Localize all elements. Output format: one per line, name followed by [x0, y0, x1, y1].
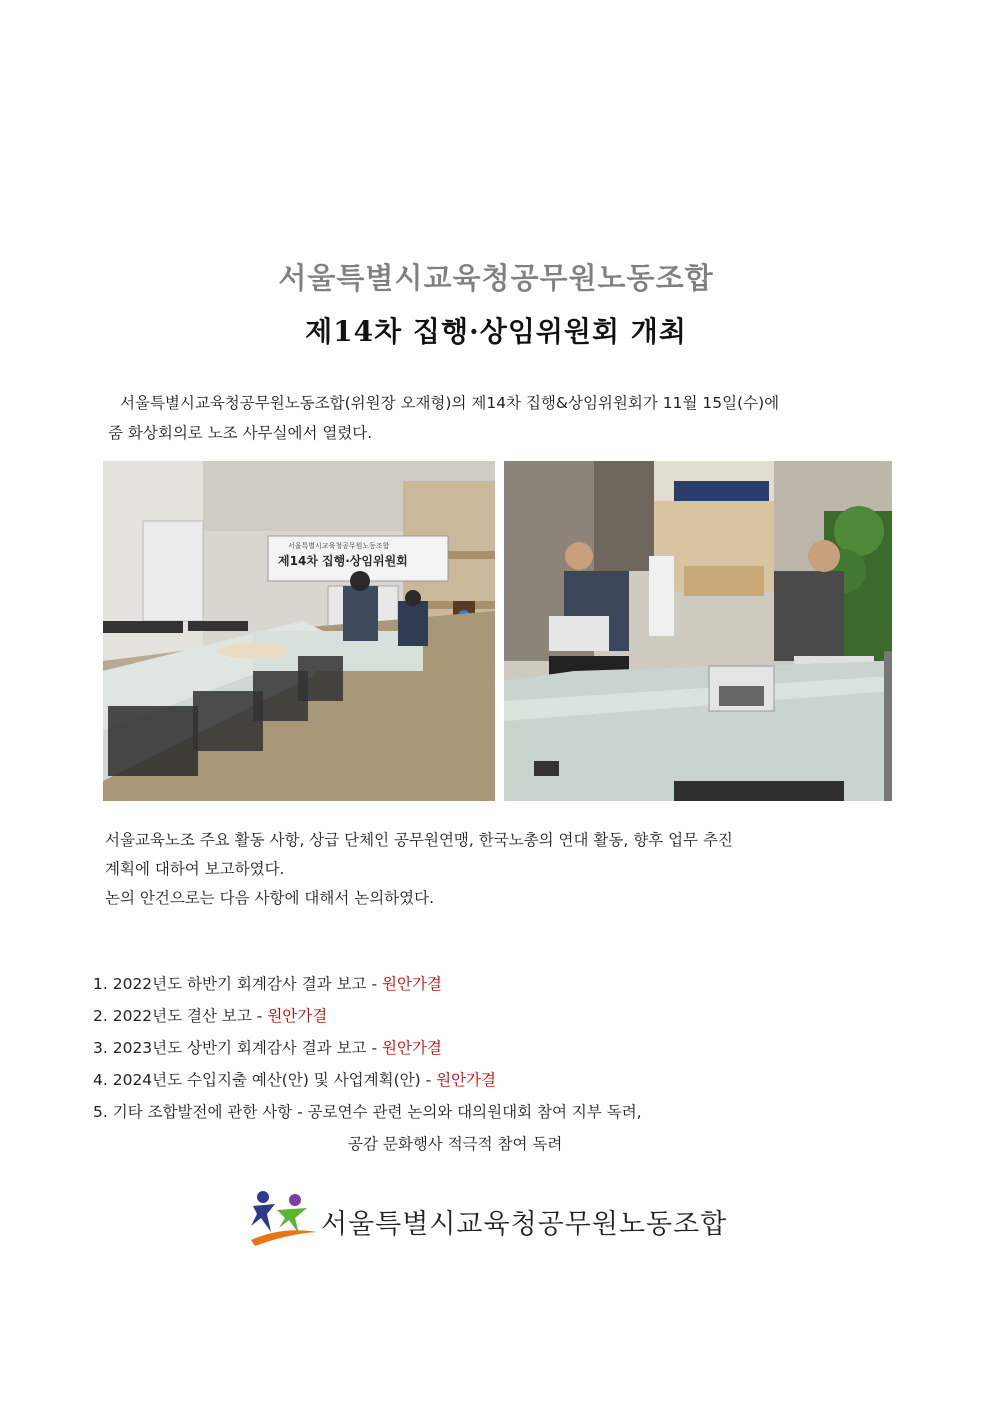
intro-paragraph — [108, 388, 898, 448]
summary-paragraph — [105, 826, 897, 913]
summary-line-1: 서울교육노조 주요 활동 사항, 상급 단체인 공무원연맹, 한국노총의 연대 활동, 향후 업무 추진 — [105, 831, 733, 849]
agenda-result: 원안가결 — [267, 1007, 328, 1025]
agenda-item: 2. 2022년도 결산 보고 - 원안가결 — [93, 1007, 328, 1025]
meeting-room-photo — [103, 461, 495, 801]
banner-org-text: 서울특별시교육청공무원노동조합 — [288, 542, 390, 550]
agenda-result: 원안가결 — [381, 1039, 442, 1057]
agenda-item: 1. 2022년도 하반기 회계감사 결과 보고 - 원안가결 — [93, 975, 442, 993]
agenda-item-continuation: 공감 문화행사 적극적 참여 독려 — [348, 1135, 563, 1153]
union-logo-icon — [247, 1188, 321, 1248]
summary-line-2: 계획에 대하여 보고하였다. — [105, 860, 285, 878]
banner-text: 제14차 집행·상임위원회 — [278, 554, 408, 568]
agenda-list — [93, 968, 893, 1160]
agenda-item: 4. 2024년도 수입지출 예산(안) 및 사업계획(안) - 원안가결 — [93, 1071, 497, 1089]
org-title: 서울특별시교육청공무원노동조합 — [278, 261, 714, 295]
agenda-result: 원안가결 — [381, 975, 442, 993]
intro-line-2: 줌 화상회의로 노조 사무실에서 열렸다. — [108, 424, 373, 442]
summary-line-3: 논의 안건으로는 다음 사항에 대해서 논의하였다. — [105, 889, 435, 907]
agenda-item: 5. 기타 조합발전에 관한 사항 - 공로연수 관련 논의와 대의원대회 참여 지부 독려, — [93, 1103, 642, 1121]
footer-logo — [247, 1188, 747, 1248]
office-photo — [504, 461, 892, 801]
page-title: 제14차 집행·상임위원회 개최 — [305, 315, 687, 348]
agenda-result: 원안가결 — [436, 1071, 497, 1089]
intro-line-1: 서울특별시교육청공무원노동조합(위원장 오재형)의 제14차 집행&상임위원회가 11월 15일(수)에 — [120, 394, 780, 412]
agenda-item: 3. 2023년도 상반기 회계감사 결과 보고 - 원안가결 — [93, 1039, 442, 1057]
footer-org-name: 서울특별시교육청공무원노동조합 — [321, 1209, 728, 1240]
